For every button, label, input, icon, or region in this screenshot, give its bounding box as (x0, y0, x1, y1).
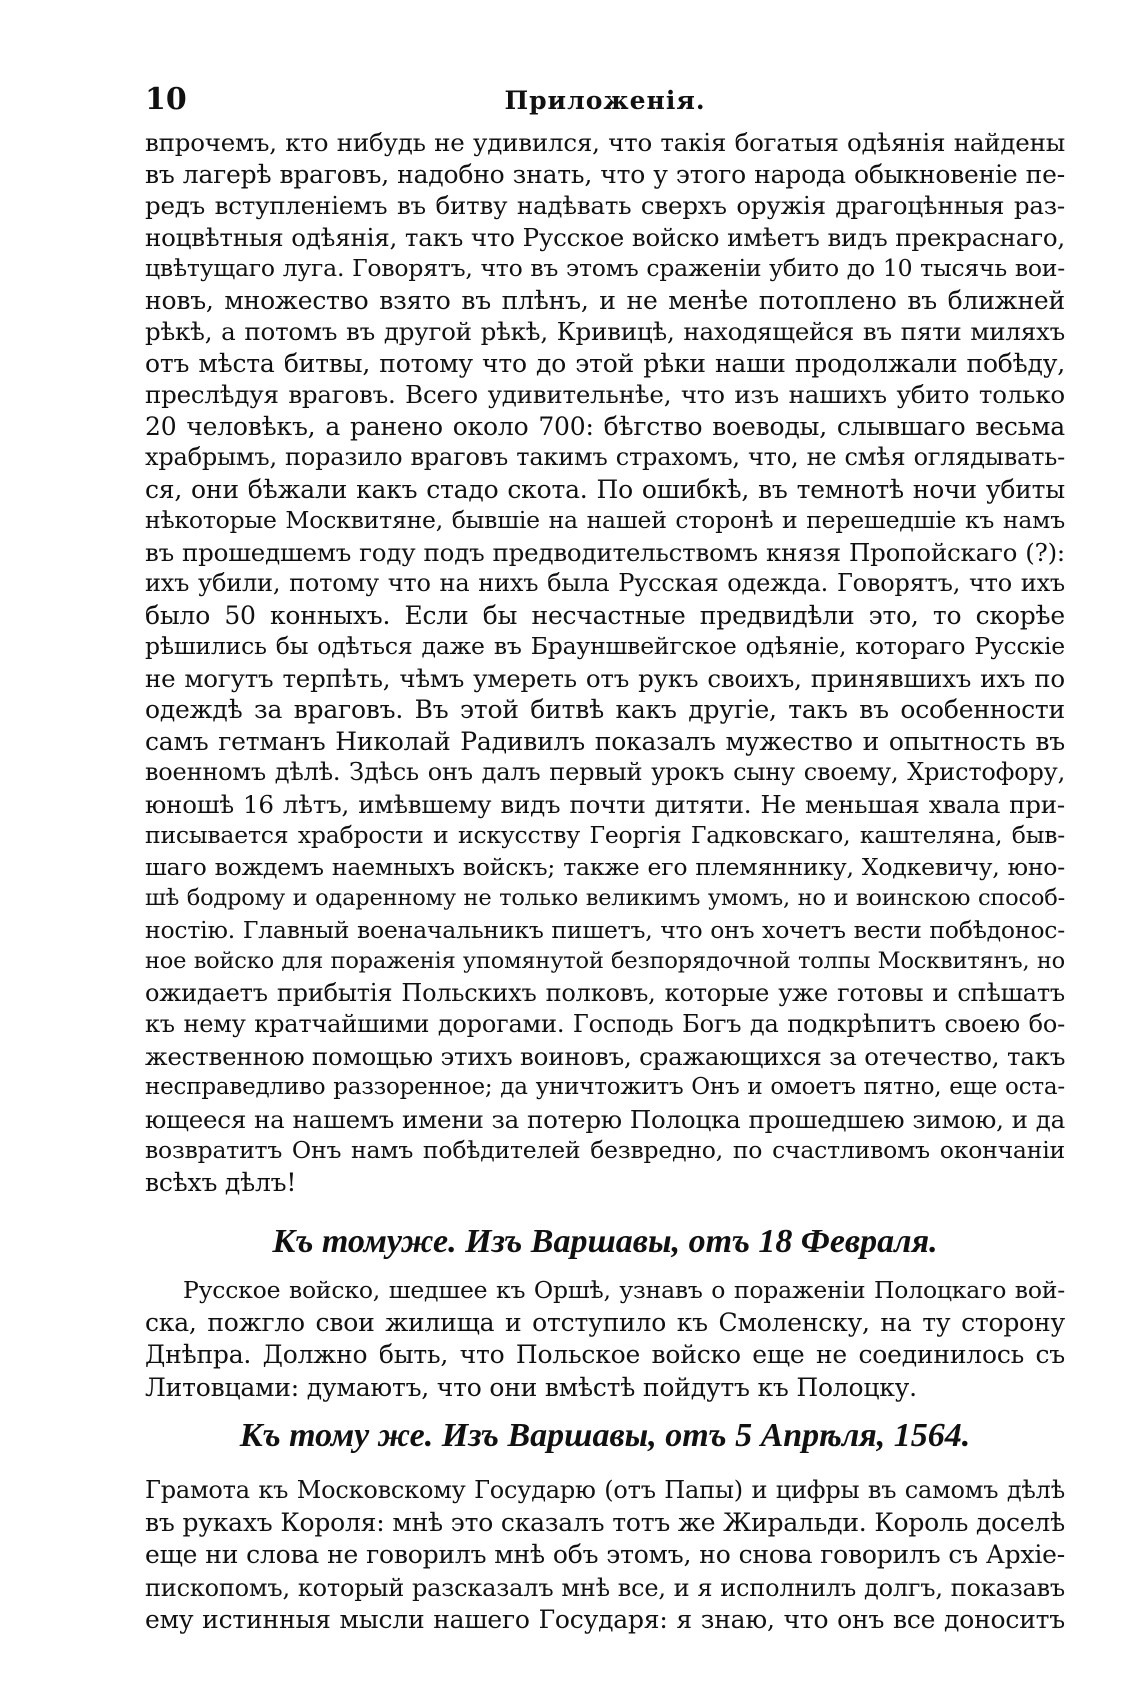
text-line: новъ, множество взято въ плѣнъ, и не менѣе потоплено въ ближней (145, 285, 1065, 315)
text-line: Грамота къ Московскому Государю (отъ Папы) и цифры въ самомъ дѣлѣ (145, 1476, 1065, 1504)
text-line: всѣхъ дѣлъ! (145, 1167, 297, 1197)
text-line: жественною помощью этихъ воиновъ, сражающихся за отечество, такъ (145, 1041, 1065, 1071)
text-line: юношѣ 16 лѣтъ, имѣвшему видъ почти дитяти. Не меньшая хвала при- (145, 789, 1065, 819)
text-line: ся, они бѣжали какъ стадо скота. По ошибкѣ, въ темнотѣ ночи убиты (145, 474, 1065, 504)
section-text-block (145, 1274, 1065, 1404)
text-line: ска, пожгло свои жилища и отступило къ Смоленску, на ту сторону (145, 1307, 1065, 1337)
section-heading: Къ томуже. Изъ Варшавы, отъ 18 Февраля. (272, 1223, 938, 1260)
text-line: ожидаетъ прибытія Польскихъ полковъ, которые уже готовы и спѣшатъ (145, 978, 1065, 1007)
text-line: шаго вождемъ наемныхъ войскъ; также его племяннику, Ходкевичу, юно- (145, 852, 1065, 881)
section-heading: Къ тому же. Изъ Варшавы, отъ 5 Апрѣля, 1564. (239, 1417, 971, 1454)
text-line: редъ вступленіемъ въ битву надѣвать сверхъ оружія драгоцѣнныя раз- (145, 191, 1065, 220)
text-line: рѣкѣ, а потомъ въ другой рѣкѣ, Кривицѣ, находящейся въ пяти миляхъ (145, 317, 1065, 346)
page-number: 10 (145, 82, 187, 117)
text-line: несправедливо раззоренное; да уничтожитъ Онъ и омоетъ пятно, еще оста- (145, 1074, 1065, 1100)
text-line: не могутъ терпѣть, чѣмъ умереть отъ рукъ своихъ, принявшихъ ихъ по (145, 663, 1065, 693)
text-line: ностію. Главный военачальникъ пишетъ, что онъ хочетъ вести побѣдонос- (145, 915, 1065, 944)
text-line: впрочемъ, кто нибудь не удивился, что такія богатыя одѣянія найдены (145, 128, 1065, 157)
text-line: одеждѣ за враговъ. Въ этой битвѣ какъ другіе, такъ въ особенности (145, 695, 1065, 724)
text-line: военномъ дѣлѣ. Здѣсь онъ далъ первый урокъ сыну своему, Христофору, (145, 758, 1065, 786)
text-line: въ прошедшемъ году подъ предводительствомъ князя Пропойскаго (?): (145, 537, 1065, 567)
text-line: еще ни слова не говорилъ мнѣ объ этомъ, но снова говорилъ съ Архіе- (145, 1540, 1065, 1569)
text-line: было 50 конныхъ. Если бы несчастные предвидѣли это, то скорѣе (145, 600, 1065, 630)
text-line: Литовцами: думаютъ, что они вмѣстѣ пойдутъ къ Полоцку. (145, 1372, 917, 1402)
text-line: Русское войско, шедшее къ Оршѣ, узнавъ о пораженіи Полоцкаго вой- (183, 1276, 1065, 1304)
section-text-block (145, 1474, 1065, 1637)
running-head: Приложенія. (504, 86, 706, 115)
text-line: шѣ бодрому и одаренному не только великимъ умомъ, но и воинскою способ- (145, 885, 1065, 911)
text-line: нѣкоторые Москвитяне, бывшіе на нашей сторонѣ и перешедшіе къ намъ (145, 506, 1065, 534)
text-line: цвѣтущаго луга. Говорятъ, что въ этомъ сраженіи убито до 10 тысячь вои- (145, 254, 1065, 282)
text-line: ющееся на нашемъ имени за потерю Полоцка прошедшею зимою, и да (145, 1104, 1065, 1134)
text-line: ноцвѣтныя одѣянія, такъ что Русское войско имѣетъ видъ прекраснаго, (145, 222, 1065, 252)
text-line: въ лагерѣ враговъ, надобно знать, что у этого народа обыкновеніе пе- (145, 159, 1065, 189)
text-line: рѣшились бы одѣться даже въ Брауншвейгское одѣяніе, котораго Русскіе (145, 632, 1065, 660)
text-line: въ рукахъ Короля: мнѣ это сказалъ тотъ же Жиральди. Король доселѣ (145, 1507, 1065, 1537)
text-line: ихъ убили, потому что на нихъ была Русская одежда. Говорятъ, что ихъ (145, 569, 1065, 597)
text-line: Днѣпра. Должно быть, что Польское войско еще не соединилось съ (145, 1340, 1065, 1369)
body-text-block (145, 127, 1065, 1198)
text-line: преслѣдуя враговъ. Всего удивительнѣе, что изъ нашихъ убито только (145, 380, 1065, 409)
text-line: пископомъ, который разсказалъ мнѣ все, и я исполнилъ долгъ, показавъ (145, 1573, 1065, 1602)
text-line: ему истинныя мысли нашего Государя: я знаю, что онъ все доноситъ (145, 1605, 1065, 1634)
text-line: отъ мѣста битвы, потому что до этой рѣки наши продолжали побѣду, (145, 348, 1065, 378)
text-line: самъ гетманъ Николай Радивилъ показалъ мужество и опытность въ (145, 726, 1065, 756)
page-header (145, 84, 1065, 116)
text-line: 20 человѣкъ, а ранено около 700: бѣгство воеводы, слывшаго весьма (145, 411, 1065, 441)
text-line: возвратитъ Онъ намъ побѣдителей безвредно, по счастливомъ окончаніи (145, 1136, 1065, 1164)
text-line: писывается храбрости и искусству Георгія Гадковскаго, каштеляна, быв- (145, 821, 1065, 849)
text-line: къ нему кратчайшими дорогами. Господь Богъ да подкрѣпитъ своею бо- (145, 1010, 1065, 1038)
text-line: ное войско для пораженія упомянутой безпорядочной толпы Москвитянъ, но (145, 948, 1065, 974)
text-line: храбрымъ, поразило враговъ такимъ страхомъ, что, не смѣя оглядывать- (145, 443, 1065, 471)
